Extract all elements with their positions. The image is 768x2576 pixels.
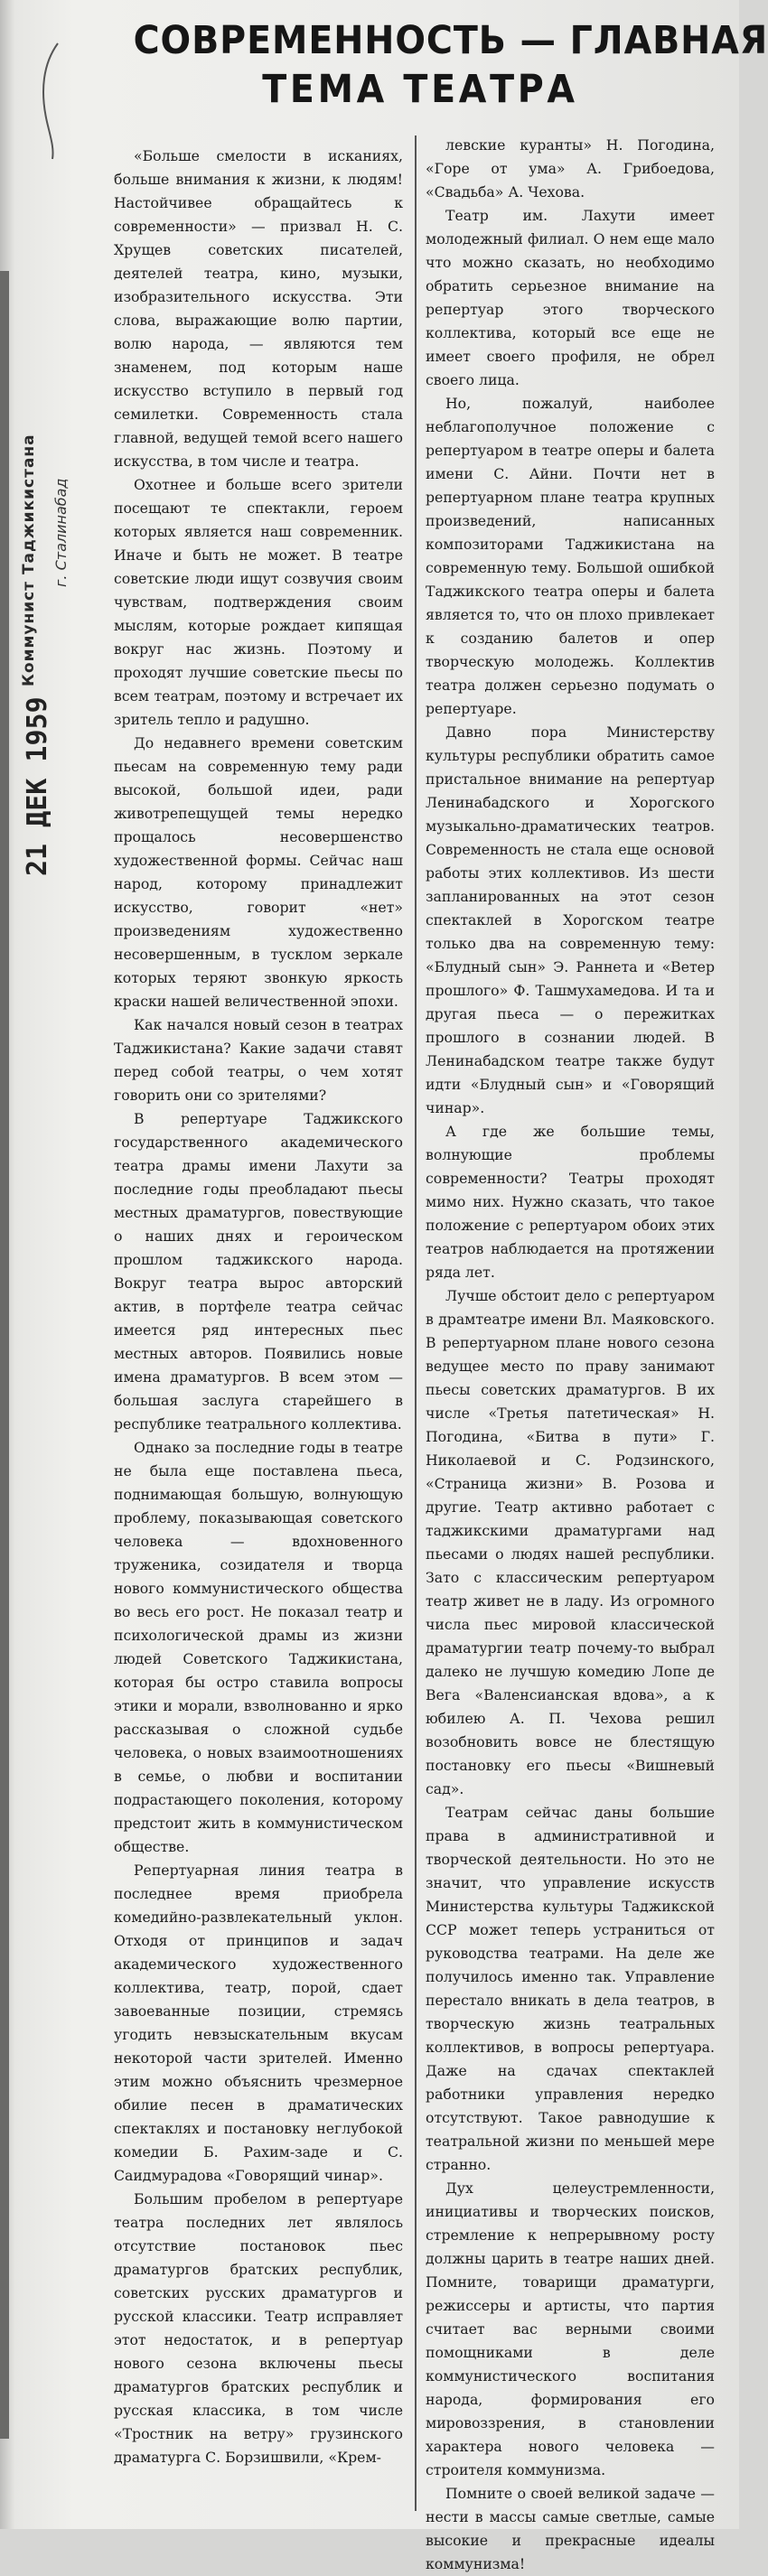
article-paragraph: Давно пора Министерству культуры республики обратить самое пристальное внимание на репертуар Ленинабадского и Хорогского музыкально-драматических театров. Современность не стала еще основой работы этих коллективов. Из шести запланированных на этот сезон спектаклей в Хорогском театре только два на современную тему: «Блудный сын» Э. Раннета и «Ветер прошлого» Ф. Ташмухамедова. И та и другая пьеса — о пережитках прошлого в сознании людей. В Ленинабадском театре также будут идти «Блудный сын» и «Говорящий чинар». [426, 723, 715, 1116]
article-paragraph: Лучше обстоит дело с репертуаром в драмтеатре имени Вл. Маяковского. В репертуарном плане нового сезона ведущее место по праву занимают пьесы советских драматургов. В их числе «Третья патетическая» Н. Погодина, «Битва в пути» Г. Николаевой и С. Родзинского, «Страница жизни» В. Розова и другие. Театр активно работает с таджикскими драматургами над пьесами о людях нашей республики. Зато с классическим репертуаром театр живет не в ладу. Из огромного числа пьес мировой классической драматургии театр почему-то выбрал далеко не лучшую комедию Лопе де Вега «Валенсианская вдова», а к юбилею А. П. Чехова решил возобновить вовсе не блестящую постановку его пьесы «Вишневый сад». [426, 1287, 715, 1797]
article-paragraph: Театр им. Лахути имеет молодежный филиал. О нем еще мало что можно сказать, но необходимо обратить серьезное внимание на репертуар этого творческого коллектива, который все еще не имеет своего профиля, не обрел своего лица. [426, 207, 715, 388]
date-stamp: 21 ДЕК 1959 [22, 696, 53, 876]
article-paragraph: Как начался новый сезон в театрах Таджикистана? Какие задачи ставят перед собой театры, о чем хотят говорить они со зрителями? [114, 1016, 403, 1104]
article-paragraph: До недавнего времени советским пьесам на современную тему ради высокой, большой идеи, ради животрепещущей темы нередко прощалось несовершенство художественной формы. Сейчас наш народ, которому принадлежит искусство, говорит «нет» произведениям художественно несовершенным, в тусклом зеркале которых теряют звонкую яркость краски нашей величественной эпохи. [114, 734, 403, 1010]
headline-line-1: СОВРЕМЕННОСТЬ — ГЛАВНАЯ [133, 18, 768, 63]
headline-line-2: ТЕМА ТЕАТРА [262, 67, 578, 112]
article-paragraph: Однако за последние годы в театре не была еще поставлена пьеса, поднимающая большую, волнующую проблему, показывающая советского человека — вдохновенного труженика, созидателя и творца нового коммунистического общества во весь его рост. Не показал театр и психологической драмы из жизни людей Советского Таджикистана, которая бы остро ставила вопросы этики и морали, взволнованно и ярко рассказывая о сложной судьбе человека, о новых взаимоотношениях в семье, о любви и воспитании подрастающего поколения, которому предстоит жить в коммунистическом обществе. [114, 1439, 403, 1855]
article-paragraph: «Больше смелости в исканиях, больше внимания к жизни, к людям! Настойчивее обращайтесь к современности» — призвал Н. С. Хрущев советских писателей, деятелей театра, кино, музыки, изобразительного искусства. Эти слова, выражающие волю партии, волю народа, — являются тем знаменем, под которым наше искусство вступило в первый год семилетки. Современность стала главной, ведущей темой всего нашего искусства, в том числе и театра. [114, 147, 403, 470]
article-paragraph: В репертуаре Таджикского государственного академического театра драмы имени Лахути за последние годы преобладают пьесы местных драматургов, повествующие о наших днях и героическом прошлом таджикского народа. Вокруг театра вырос авторский актив, в портфеле театра сейчас имеется ряд интересных пьес местных авторов. Появились новые имена драматургов. В всем этом — большая заслуга старейшего в республике театрального коллектива. [114, 1110, 403, 1433]
scan-edge-shadow [0, 271, 9, 2439]
article-headline [133, 16, 768, 114]
article-paragraph: А где же большие темы, волнующие проблемы современности? Театры проходят мимо них. Нужно сказать, что такое положение с репертуаром обоих этих театров наблюдается на протяжении ряда лет. [426, 1123, 715, 1281]
article-paragraph: Театрам сейчас даны большие права в административной и творческой деятельности. Но это не значит, что управление искусств Министерства культуры Таджикской ССР может теперь устраниться от руководства театрами. На деле же получилось именно так. Управление перестало вникать в дела театров, в творческую жизнь театральных коллективов, в вопросы репертуара. Даже на сдачах спектаклей работники управления нередко отсутствуют. Такое равнодушие к театральной жизни по меньшей мере странно. [426, 1804, 715, 2173]
article-paragraph: Охотнее и больше всего зрители посещают те спектакли, героем которых является наш современник. Иначе и быть не может. В театре советские люди ищут созвучия своим чувствам, подтверждения своим мыслям, которые рождает кипящая вокруг нас жизнь. Поэтому и проходят лучшие советские пьесы по всем театрам, поэтому и встречает их зритель тепло и радушно. [114, 476, 403, 728]
article-paragraph: Но, пожалуй, наиболее неблагополучное положение с репертуаром в театре оперы и балета имени С. Айни. Почти нет в репертуарном плане театра крупных произведений, написанных композиторами Таджикистана на современную тему. Большой ошибкой Таджикского театра оперы и балета является то, что он плохо привлекает к созданию балетов и опер творческую молодежь. Коллектив театра должен серьезно подумать о репертуаре. [426, 395, 715, 717]
article-paragraph: Большим пробелом в репертуаре театра последних лет являлось отсутствие постановок пьес драматургов братских республик, советских русских драматургов и русской классики. Театр исправляет этот недостаток, и в репертуар нового сезона включены пьесы драматургов братских республик и русская классика, в том числе «Тростник на ветру» грузинского драматурга С. Борзишвили, «Крем- [114, 2190, 403, 2466]
article-column-left [114, 145, 403, 2520]
column-divider [415, 135, 417, 2511]
article-paragraph: Репертуарная линия театра в последнее время приобрела комедийно-развлекательный уклон. Отходя от принципов и задач академического художественного коллектива, театр, порой, сдает завоеванные позиции, стремясь угодить невзыскательным вкусам некоторой части зрителей. Именно этим можно объяснить чрезмерное обилие песен в драматических спектаклях и постановку неглубокой комедии Б. Рахим-заде и С. Саидмурадова «Говорящий чинар». [114, 1862, 403, 2184]
article-paragraph: Помните о своей великой задаче — нести в массы самые светлые, самые высокие и прекрасные идеалы коммунизма! [426, 2485, 715, 2572]
article-paragraph: левские куранты» Н. Погодина, «Горе от ума» А. Грибоедова, «Свадьба» А. Чехова. [426, 136, 715, 201]
article-column-right [426, 134, 715, 2572]
article-paragraph: Дух целеустремленности, инициативы и творческих поисков, стремление к непрерывному росту должны царить в театре наших дней. Помните, товарищи драматурги, режиссеры и артисты, что партия считает вас верными своими помощниками в деле коммунистического воспитания народа, формирования его мировоззрения, в становлении характера нового человека — строителя коммунизма. [426, 2179, 715, 2478]
city-stamp: г. Сталинабад [52, 478, 70, 587]
newspaper-name-stamp: Коммунист Таджикистана [20, 434, 38, 686]
